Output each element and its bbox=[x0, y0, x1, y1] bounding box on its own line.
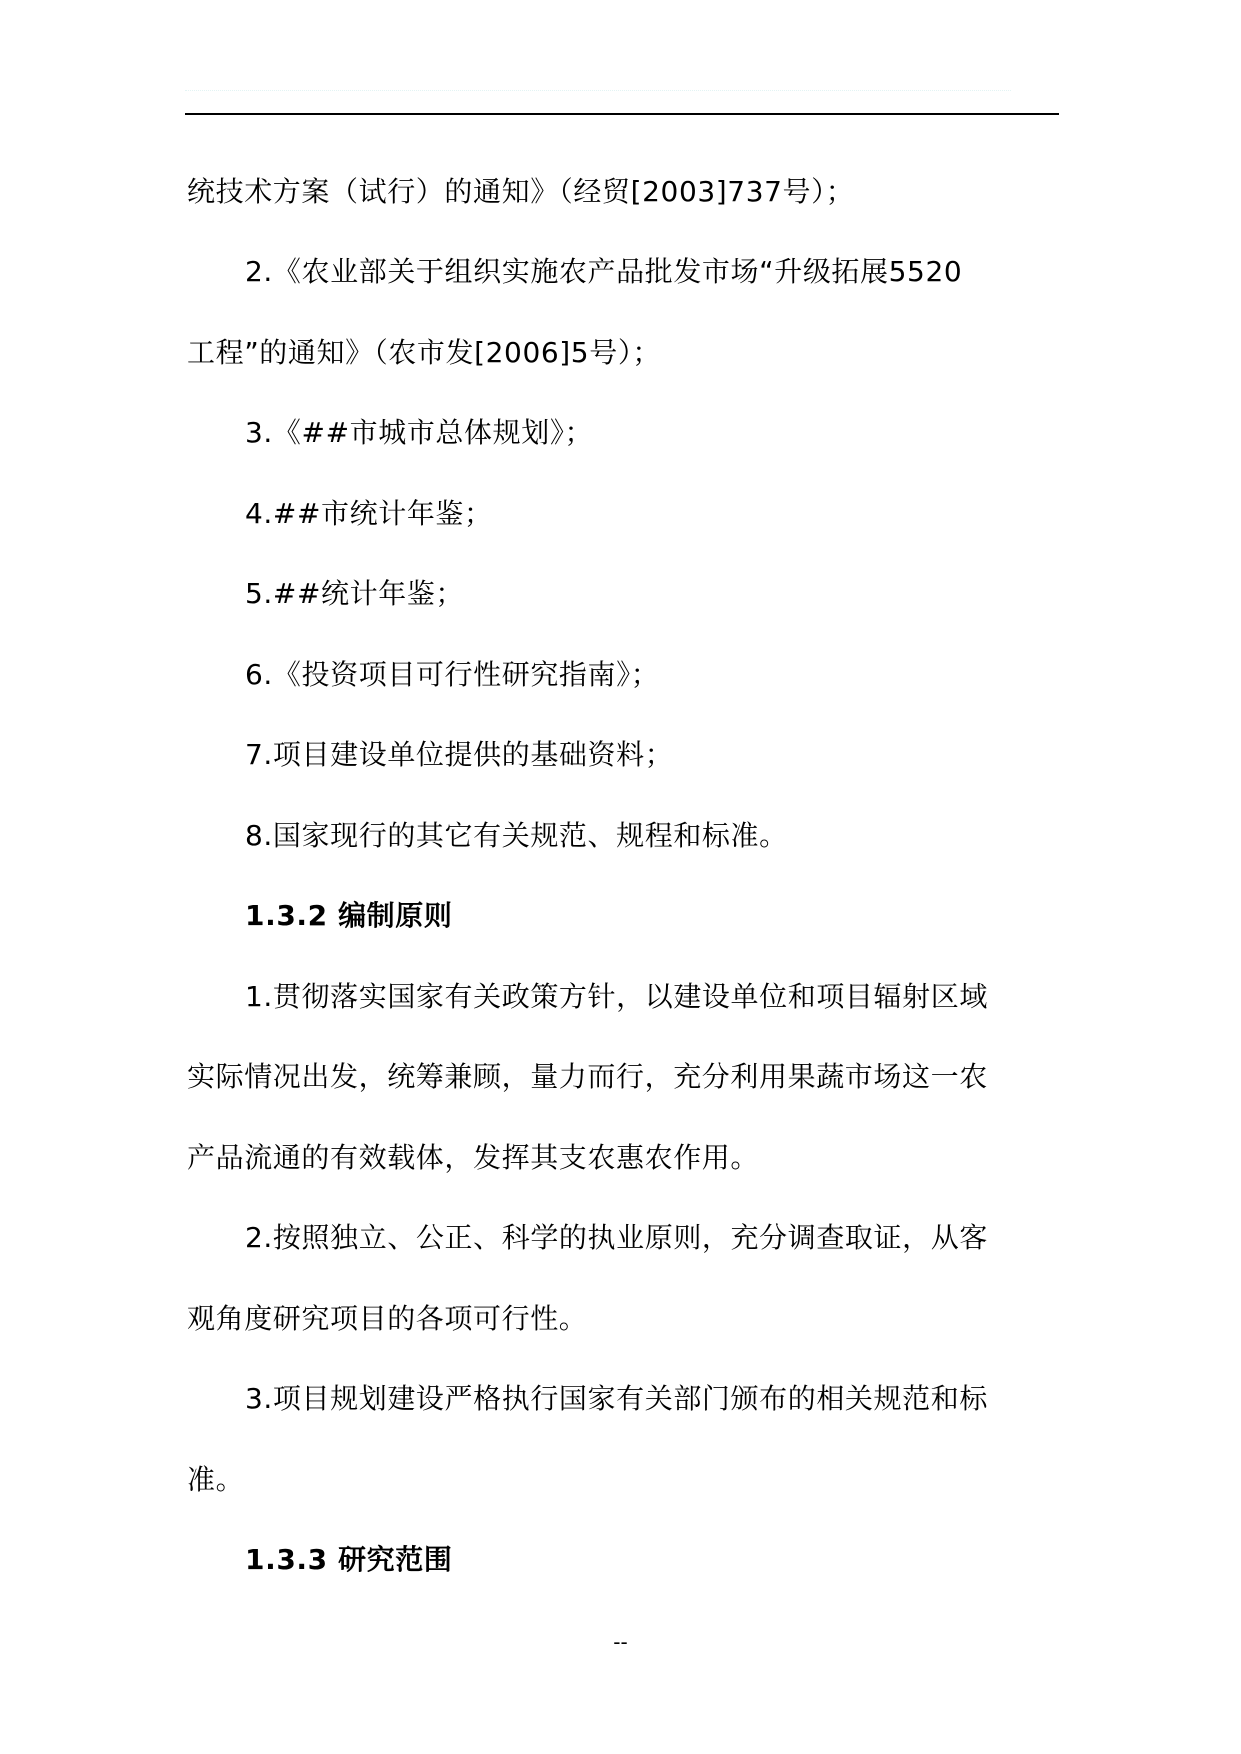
reference-item: 7.项目建设单位提供的基础资料； bbox=[245, 738, 674, 771]
body-line: 准。 bbox=[187, 1463, 245, 1496]
body-line: 观角度研究项目的各项可行性。 bbox=[187, 1302, 588, 1335]
reference-item: 5.##统计年鉴； bbox=[245, 577, 465, 610]
header-faint-rule bbox=[185, 90, 1011, 91]
section-heading: 1.3.3 研究范围 bbox=[245, 1543, 453, 1576]
reference-item: 2.《农业部关于组织实施农产品批发市场“升级拓展5520 bbox=[245, 255, 963, 288]
reference-item: 8.国家现行的其它有关规范、规程和标准。 bbox=[245, 819, 788, 852]
body-line: 实际情况出发，统筹兼顾，量力而行，充分利用果蔬市场这一农 bbox=[187, 1060, 988, 1093]
reference-item: 6.《投资项目可行性研究指南》； bbox=[245, 658, 660, 691]
header-rule bbox=[185, 113, 1059, 115]
section-heading: 1.3.2 编制原则 bbox=[245, 899, 453, 932]
body-line: 统技术方案（试行）的通知》（经贸[2003]737号）； bbox=[187, 175, 855, 208]
reference-item: 4.##市统计年鉴； bbox=[245, 497, 493, 530]
reference-item: 3.《##市城市总体规划》； bbox=[245, 416, 594, 449]
principle-item: 1.贯彻落实国家有关政策方针，以建设单位和项目辐射区域 bbox=[245, 980, 988, 1013]
principle-item: 3.项目规划建设严格执行国家有关部门颁布的相关规范和标 bbox=[245, 1382, 988, 1415]
body-line: 工程”的通知》（农市发[2006]5号）； bbox=[187, 336, 662, 369]
body-line: 产品流通的有效载体，发挥其支农惠农作用。 bbox=[187, 1141, 760, 1174]
page-number: -- bbox=[613, 1630, 628, 1654]
principle-item: 2.按照独立、公正、科学的执业原则，充分调查取证，从客 bbox=[245, 1221, 988, 1254]
